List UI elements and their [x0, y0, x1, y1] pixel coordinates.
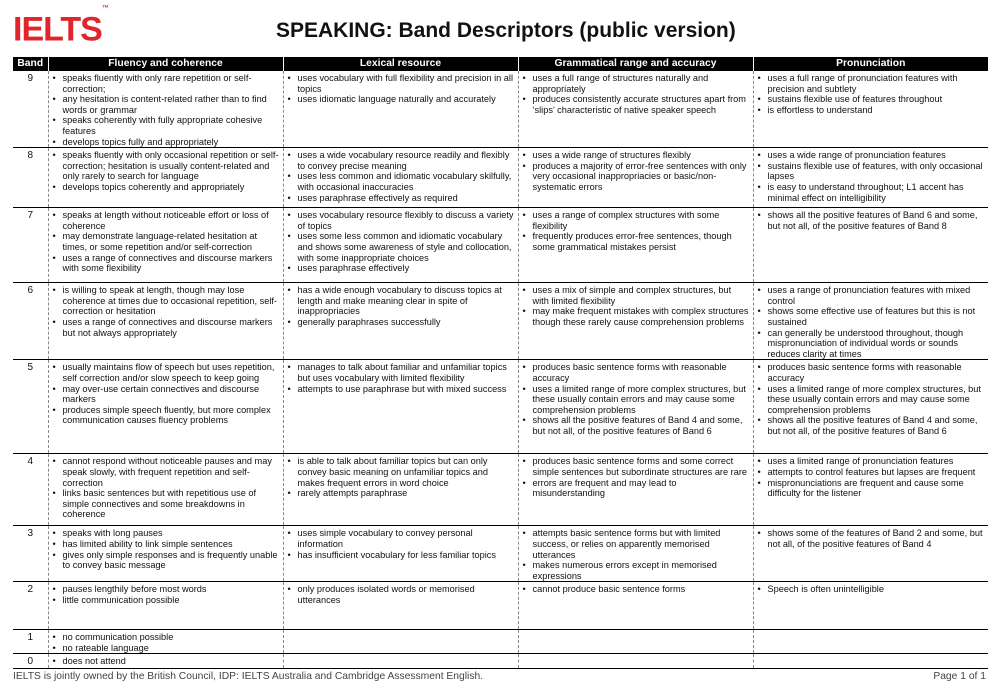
descriptor-list: [52, 528, 280, 570]
descriptor-item: • rarely attempts paraphrase: [287, 488, 515, 499]
descriptor-item: • speaks fluently with only rare repetition or self-correction;: [52, 73, 280, 94]
descriptor-item: • uses vocabulary resource flexibly to discuss a variety of topics: [287, 210, 515, 231]
descriptor-cell-fluency: [48, 526, 283, 582]
descriptor-item: • uses a range of connectives and discourse markers with some flexibility: [52, 253, 280, 274]
band-number: 7: [13, 208, 48, 283]
descriptor-cell-pronunciation: [753, 148, 988, 208]
band-row-8: [13, 148, 988, 208]
descriptor-list: [522, 73, 750, 115]
descriptor-item: • no communication possible: [52, 632, 280, 643]
descriptor-cell-fluency: [48, 71, 283, 148]
band-row-0: [13, 654, 988, 669]
descriptor-item: • develops topics coherently and appropriately: [52, 182, 280, 193]
descriptor-item: • usually maintains flow of speech but uses repetition, self correction and/or slow speech to keep going: [52, 362, 280, 383]
band-row-3: [13, 526, 988, 582]
descriptor-item: • uses a range of connectives and discourse markers but not always appropriately: [52, 317, 280, 338]
descriptor-item: • cannot respond without noticeable pauses and may speak slowly, with frequent repetition and self-correction: [52, 456, 280, 488]
descriptor-cell-fluency: [48, 148, 283, 208]
descriptor-item: • has limited ability to link simple sentences: [52, 539, 280, 550]
descriptor-cell-grammar: [518, 654, 753, 669]
column-header-lexical: Lexical resource: [283, 57, 518, 71]
descriptor-item: • uses a wide range of structures flexibly: [522, 150, 750, 161]
table-header-row: [13, 57, 988, 71]
page-title: SPEAKING: Band Descriptors (public version): [276, 19, 736, 42]
descriptor-list: [52, 150, 280, 192]
descriptor-item: • attempts to control features but lapses are frequent: [757, 467, 986, 478]
descriptor-list: [287, 456, 515, 498]
ielts-logo: IELTS™: [13, 5, 109, 49]
descriptor-cell-grammar: [518, 71, 753, 148]
descriptor-list: [522, 210, 750, 252]
descriptor-cell-lexical: [283, 526, 518, 582]
descriptor-item: • frequently produces error-free sentences, though some grammatical mistakes persist: [522, 231, 750, 252]
descriptor-item: • generally paraphrases successfully: [287, 317, 515, 328]
descriptor-list: [522, 456, 750, 498]
descriptor-item: • sustains flexible use of features throughout: [757, 94, 986, 105]
descriptor-item: • uses a limited range of more complex structures, but these usually contain errors and may cause some comprehension problems: [757, 384, 986, 416]
descriptor-list: [287, 73, 515, 105]
band-row-7: [13, 208, 988, 283]
descriptor-item: • sustains flexible use of features, with only occasional lapses: [757, 161, 986, 182]
descriptor-item: • uses idiomatic language naturally and accurately: [287, 94, 515, 105]
descriptor-list: [522, 584, 750, 595]
descriptor-item: • shows some of the features of Band 2 and some, but not all, of the positive features of Band 4: [757, 528, 986, 549]
footer-ownership: IELTS is jointly owned by the British Council, IDP: IELTS Australia and Cambridge Assessment English.: [13, 671, 484, 682]
column-header-fluency: Fluency and coherence: [48, 57, 283, 71]
descriptor-item: • uses a limited range of more complex structures, but these usually contain errors and may cause some comprehension problems: [522, 384, 750, 416]
band-number: 3: [13, 526, 48, 582]
descriptor-item: • uses paraphrase effectively as required: [287, 193, 515, 204]
descriptor-item: • uses simple vocabulary to convey personal information: [287, 528, 515, 549]
descriptor-item: • may over-use certain connectives and discourse markers: [52, 384, 280, 405]
descriptor-item: • little communication possible: [52, 595, 280, 606]
descriptor-cell-grammar: [518, 360, 753, 454]
band-row-9: [13, 71, 988, 148]
column-header-grammar: Grammatical range and accuracy: [518, 57, 753, 71]
descriptor-item: • uses a mix of simple and complex structures, but with limited flexibility: [522, 285, 750, 306]
descriptor-list: [287, 362, 515, 394]
descriptor-item: • produces basic sentence forms and some correct simple sentences but subordinate structures are rare: [522, 456, 750, 477]
descriptor-item: • has insufficient vocabulary for less familiar topics: [287, 550, 515, 561]
descriptor-item: • produces basic sentence forms with reasonable accuracy: [757, 362, 986, 383]
descriptor-item: • can generally be understood throughout, though mispronunciation of individual words or sounds reduces clarity at times: [757, 328, 986, 360]
descriptor-item: • links basic sentences but with repetitious use of simple connectives and some breakdowns in coherence: [52, 488, 280, 520]
descriptor-cell-fluency: [48, 208, 283, 283]
band-number: 8: [13, 148, 48, 208]
descriptor-list: [522, 528, 750, 581]
descriptor-list: [757, 528, 986, 549]
band-row-2: [13, 582, 988, 630]
descriptor-item: • produces simple speech fluently, but more complex communication causes fluency problems: [52, 405, 280, 426]
descriptor-item: • only produces isolated words or memorised utterances: [287, 584, 515, 605]
descriptor-list: [757, 150, 986, 203]
descriptor-item: • shows all the positive features of Band 4 and some, but not all, of the positive features of Band 6: [522, 415, 750, 436]
band-row-4: [13, 454, 988, 526]
descriptor-item: • uses paraphrase effectively: [287, 263, 515, 274]
descriptor-list: [52, 632, 280, 653]
descriptor-item: • speaks with long pauses: [52, 528, 280, 539]
descriptor-list: [757, 73, 986, 115]
descriptor-item: • speaks at length without noticeable effort or loss of coherence: [52, 210, 280, 231]
descriptor-cell-lexical: [283, 283, 518, 360]
descriptor-cell-fluency: [48, 582, 283, 630]
descriptor-cell-lexical: [283, 582, 518, 630]
footer-page-number: Page 1 of 1: [933, 671, 986, 682]
descriptor-cell-lexical: [283, 148, 518, 208]
band-number: 5: [13, 360, 48, 454]
descriptor-item: • any hesitation is content-related rather than to find words or grammar: [52, 94, 280, 115]
descriptor-item: • attempts to use paraphrase but with mixed success: [287, 384, 515, 395]
descriptor-item: • uses a wide range of pronunciation features: [757, 150, 986, 161]
descriptor-cell-pronunciation: [753, 360, 988, 454]
descriptor-list: [757, 456, 986, 498]
descriptor-list: [287, 584, 515, 605]
descriptor-item: • uses a range of pronunciation features with mixed control: [757, 285, 986, 306]
descriptor-item: • Speech is often unintelligible: [757, 584, 986, 595]
descriptor-list: [52, 73, 280, 147]
descriptor-item: • gives only simple responses and is frequently unable to convey basic message: [52, 550, 280, 571]
descriptor-list: [52, 362, 280, 426]
descriptor-cell-lexical: [283, 630, 518, 654]
descriptor-cell-fluency: [48, 283, 283, 360]
descriptor-item: • manages to talk about familiar and unfamiliar topics but uses vocabulary with limited flexibility: [287, 362, 515, 383]
band-row-1: [13, 630, 988, 654]
descriptor-item: • is able to talk about familiar topics but can only convey basic meaning on unfamiliar topics and makes frequent errors in word choice: [287, 456, 515, 488]
descriptor-cell-grammar: [518, 148, 753, 208]
descriptor-item: • is willing to speak at length, though may lose coherence at times due to occasional repetition, self-correction or hesitation: [52, 285, 280, 317]
descriptor-item: • uses vocabulary with full flexibility and precision in all topics: [287, 73, 515, 94]
descriptor-list: [52, 656, 280, 667]
descriptor-cell-grammar: [518, 208, 753, 283]
descriptor-item: • pauses lengthily before most words: [52, 584, 280, 595]
descriptor-item: • may demonstrate language-related hesitation at times, or some repetition and/or self-correction: [52, 231, 280, 252]
descriptor-item: • uses a full range of structures naturally and appropriately: [522, 73, 750, 94]
band-number: 4: [13, 454, 48, 526]
descriptor-item: • mispronunciations are frequent and cause some difficulty for the listener: [757, 478, 986, 499]
descriptor-cell-fluency: [48, 630, 283, 654]
descriptor-item: • errors are frequent and may lead to misunderstanding: [522, 478, 750, 499]
descriptor-list: [757, 210, 986, 231]
descriptor-cell-pronunciation: [753, 454, 988, 526]
descriptor-item: • uses a limited range of pronunciation features: [757, 456, 986, 467]
descriptor-cell-pronunciation: [753, 283, 988, 360]
column-header-pronunciation: Pronunciation: [753, 57, 988, 71]
page-header: [13, 6, 988, 48]
descriptor-list: [52, 584, 280, 605]
descriptor-cell-lexical: [283, 208, 518, 283]
descriptor-item: • attempts basic sentence forms but with limited success, or relies on apparently memorised utterances: [522, 528, 750, 560]
band-number: 6: [13, 283, 48, 360]
descriptor-list: [52, 456, 280, 520]
descriptor-item: • is effortless to understand: [757, 105, 986, 116]
descriptor-item: • uses some less common and idiomatic vocabulary and shows some awareness of style and collocation, with some inappropriate choices: [287, 231, 515, 263]
descriptor-item: • has a wide enough vocabulary to discuss topics at length and make meaning clear in spite of inappropriacies: [287, 285, 515, 317]
column-header-band: Band: [13, 57, 48, 71]
descriptor-list: [522, 150, 750, 192]
descriptor-list: [757, 285, 986, 359]
descriptor-list: [287, 210, 515, 274]
descriptor-item: • shows all the positive features of Band 6 and some, but not all, of the positive features of Band 8: [757, 210, 986, 231]
descriptor-item: • may make frequent mistakes with complex structures though these rarely cause comprehension problems: [522, 306, 750, 327]
descriptor-item: • uses a wide vocabulary resource readily and flexibly to convey precise meaning: [287, 150, 515, 171]
descriptor-cell-pronunciation: [753, 630, 988, 654]
descriptor-item: • is easy to understand throughout; L1 accent has minimal effect on intelligibility: [757, 182, 986, 203]
descriptor-item: • no rateable language: [52, 643, 280, 654]
descriptor-item: • uses a full range of pronunciation features with precision and subtlety: [757, 73, 986, 94]
descriptor-list: [287, 150, 515, 203]
descriptor-list: [522, 362, 750, 436]
band-descriptors-table: [13, 57, 988, 669]
descriptor-cell-grammar: [518, 283, 753, 360]
descriptor-cell-lexical: [283, 360, 518, 454]
descriptor-cell-pronunciation: [753, 582, 988, 630]
band-row-6: [13, 283, 988, 360]
descriptor-item: • uses a range of complex structures with some flexibility: [522, 210, 750, 231]
band-number: 1: [13, 630, 48, 654]
descriptor-list: [522, 285, 750, 327]
descriptor-item: • speaks coherently with fully appropriate cohesive features: [52, 115, 280, 136]
descriptor-list: [52, 285, 280, 338]
descriptor-cell-lexical: [283, 71, 518, 148]
descriptor-cell-pronunciation: [753, 71, 988, 148]
band-number: 9: [13, 71, 48, 148]
band-number: 2: [13, 582, 48, 630]
descriptor-cell-pronunciation: [753, 654, 988, 669]
descriptor-item: • uses less common and idiomatic vocabulary skilfully, with occasional inaccuracies: [287, 171, 515, 192]
descriptor-item: • shows some effective use of features but this is not sustained: [757, 306, 986, 327]
descriptor-item: • develops topics fully and appropriately: [52, 137, 280, 148]
descriptor-item: • does not attend: [52, 656, 280, 667]
descriptor-list: [52, 210, 280, 274]
descriptor-item: • produces a majority of error-free sentences with only very occasional inappropriacies or basic/non-systematic errors: [522, 161, 750, 193]
descriptor-list: [757, 362, 986, 436]
descriptor-cell-grammar: [518, 454, 753, 526]
descriptor-item: • speaks fluently with only occasional repetition or self-correction; hesitation is usually content-related and only rarely to search for language: [52, 150, 280, 182]
descriptor-item: • cannot produce basic sentence forms: [522, 584, 750, 595]
descriptor-cell-pronunciation: [753, 526, 988, 582]
band-number: 0: [13, 654, 48, 669]
descriptor-cell-fluency: [48, 654, 283, 669]
descriptor-cell-pronunciation: [753, 208, 988, 283]
descriptor-cell-grammar: [518, 582, 753, 630]
descriptor-list: [287, 285, 515, 327]
descriptor-item: • produces consistently accurate structures apart from ‘slips’ characteristic of native speaker speech: [522, 94, 750, 115]
descriptor-cell-grammar: [518, 630, 753, 654]
descriptor-item: • makes numerous errors except in memorised expressions: [522, 560, 750, 581]
band-row-5: [13, 360, 988, 454]
descriptor-list: [287, 528, 515, 560]
descriptor-cell-grammar: [518, 526, 753, 582]
descriptor-list: [757, 584, 986, 595]
descriptor-cell-lexical: [283, 654, 518, 669]
descriptor-cell-fluency: [48, 360, 283, 454]
descriptor-cell-fluency: [48, 454, 283, 526]
descriptor-item: • shows all the positive features of Band 4 and some, but not all, of the positive features of Band 6: [757, 415, 986, 436]
descriptor-cell-lexical: [283, 454, 518, 526]
descriptor-item: • produces basic sentence forms with reasonable accuracy: [522, 362, 750, 383]
